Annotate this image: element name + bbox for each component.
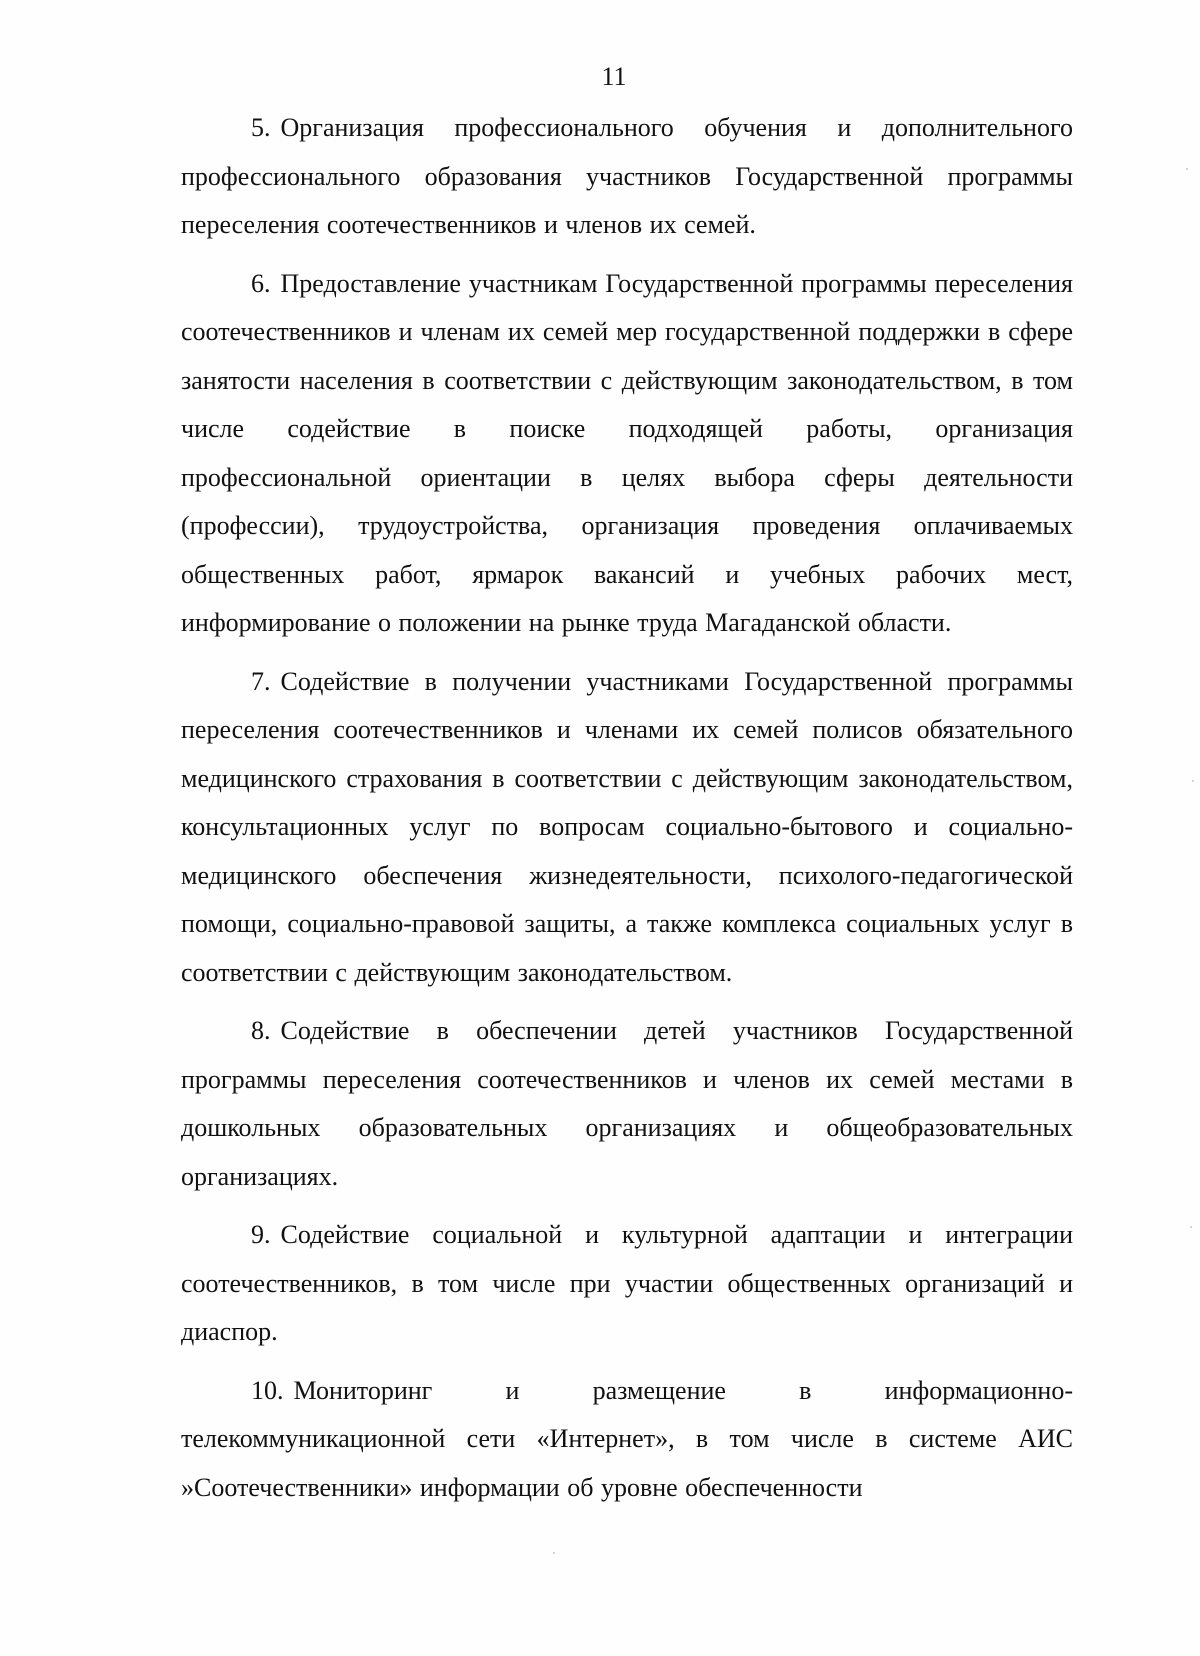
paragraph-7 xyxy=(181,658,1073,998)
scan-speck xyxy=(1190,1226,1192,1228)
paragraph-number: 5. xyxy=(251,113,271,142)
scan-speck xyxy=(553,1552,555,1554)
paragraph-text: Предоставление участникам Государственной программы переселения соотечественников и членам их семей мер государственной поддержки в сфере занятости населения в соответствии с действующим законодательством, в том числе содействие в поиске подходящей работы, организация профессиональной ориентации в целях выбора сферы деятельности (профессии), трудоустройства, организация проведения оплачиваемых общественных работ, ярмарок вакансий и учебных рабочих мест, информирование о положении на рынке труда Магаданской области. xyxy=(181,268,1073,637)
paragraph-text: Содействие в обеспечении детей участников Государственной программы переселения соотечественников и членов их семей местами в дошкольных образовательных организациях и общеобразовательных организациях. xyxy=(181,1016,1073,1191)
paragraph-5 xyxy=(181,104,1073,250)
page-number: 11 xyxy=(601,62,627,91)
paragraph-number: 6. xyxy=(251,268,271,298)
scan-speck xyxy=(1186,168,1188,170)
paragraph-10 xyxy=(181,1367,1073,1513)
paragraph-text: Содействие социальной и культурной адаптации и интеграции соотечественников, в том числе при участии общественных организаций и диаспор. xyxy=(181,1220,1073,1346)
paragraph-text: Организация профессионального обучения и дополнительного профессионального образования участников Государственной программы переселения соотечественников и членов их семей. xyxy=(181,113,1073,239)
paragraph-text: Содействие в получении участниками Государственной программы переселения соотечественников и членами их семей полисов обязательного медицинского страхования в соответствии с действующим законодательством, консультационных услуг по вопросам социально-бытового и социально-медицинского обеспечения жизнедеятельности, психолого-педагогической помощи, социально-правовой защиты, а также комплекса социальных услуг в соответствии с действующим законодательством. xyxy=(181,666,1073,987)
paragraph-8 xyxy=(181,1007,1073,1201)
paragraph-6 xyxy=(181,260,1073,648)
document-body xyxy=(181,104,1073,1522)
paragraph-9 xyxy=(181,1211,1073,1357)
paragraph-text: Мониторинг и размещение в информационно-телекоммуникационной сети «Интернет», в том числе в системе АИС »Соотечественники» информации об уровне обеспеченности xyxy=(181,1375,1073,1502)
paragraph-number: 10. xyxy=(251,1375,284,1405)
paragraph-number: 8. xyxy=(251,1016,271,1045)
paragraph-number: 7. xyxy=(251,666,271,696)
paragraph-number: 9. xyxy=(251,1220,271,1249)
scan-speck xyxy=(1192,780,1194,782)
